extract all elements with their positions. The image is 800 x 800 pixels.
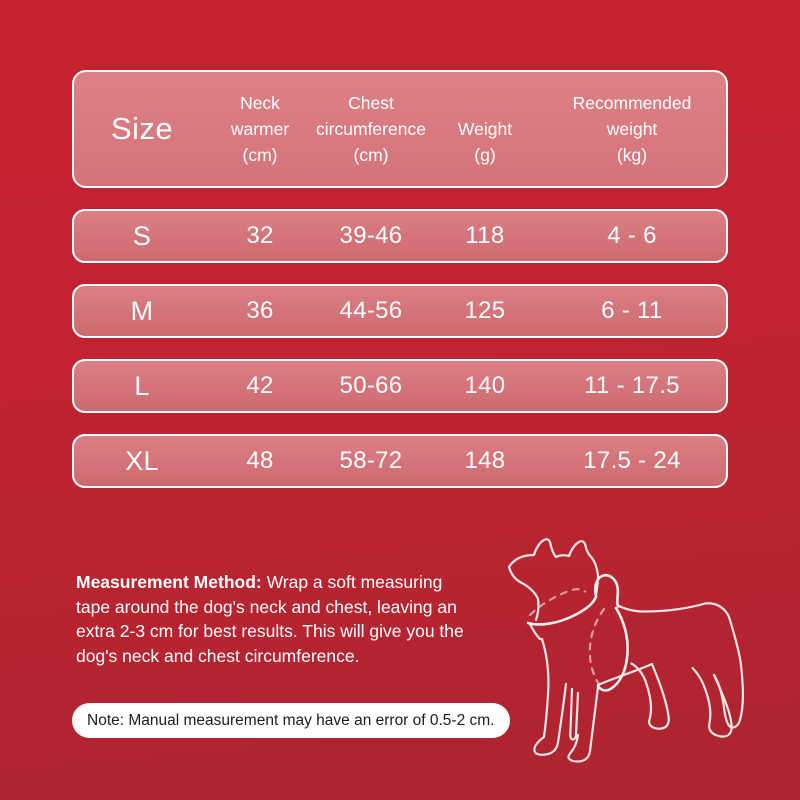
cell-weight: 125: [464, 297, 506, 324]
dog-head-outline: [509, 539, 598, 595]
header-chest-circumference: [310, 90, 432, 168]
header-line: Neck: [240, 93, 280, 113]
cell-size: M: [130, 295, 154, 326]
cell-chest: 50-66: [339, 372, 403, 399]
cell-recommended: 11 - 17.5: [584, 372, 680, 399]
header-line: [432, 90, 538, 116]
size-table: [72, 70, 728, 488]
cell-size: XL: [125, 445, 159, 476]
measurement-method-label: Measurement Method:: [76, 572, 262, 592]
cell-chest: 39-46: [339, 222, 403, 249]
measurement-method-line-2: tape around the dog's neck and chest, leaving an: [76, 596, 457, 617]
header-size: Size: [110, 111, 174, 146]
header-line: weight: [606, 119, 658, 139]
note-text: Note: Manual measurement may have an error of 0.5-2 cm.: [87, 711, 495, 729]
table-header-row: [72, 70, 728, 188]
header-line: Weight: [457, 119, 513, 139]
header-line: circumference: [316, 119, 426, 139]
dog-back-tail-outline: [619, 603, 743, 727]
header-line: Chest: [348, 93, 394, 113]
cell-size: L: [134, 370, 150, 401]
header-line: Recommended: [572, 93, 692, 113]
table-row-l: [72, 359, 728, 413]
header-line: (g): [474, 145, 496, 165]
header-recommended-weight: [538, 90, 726, 168]
cell-weight: 140: [464, 372, 506, 399]
header-line: (cm): [353, 145, 389, 165]
table-row-s: [72, 209, 728, 263]
cell-recommended: 6 - 11: [601, 297, 663, 324]
dog-front-leg-near: [534, 639, 566, 755]
cell-weight: 148: [464, 447, 506, 474]
dog-illustration: [478, 526, 798, 798]
dog-front-leg-far: [568, 687, 598, 762]
cell-neck: 42: [246, 372, 274, 399]
measurement-method-text: [76, 570, 506, 668]
measurement-method-line-1: Wrap a soft measuring: [261, 572, 443, 592]
cell-size: S: [132, 220, 152, 251]
cell-recommended: 17.5 - 24: [583, 447, 681, 474]
measurement-method-line-3: extra 2-3 cm for best results. This will give you the: [76, 621, 464, 641]
header-line: (cm): [242, 145, 278, 165]
cell-weight: 118: [465, 222, 505, 249]
measurement-method-line-4: dog's neck and chest circumference.: [76, 645, 360, 666]
cell-neck: 32: [246, 222, 274, 249]
header-weight: [432, 90, 538, 168]
header-line: warmer: [230, 119, 290, 139]
chest-band-dashed: [590, 609, 604, 684]
cell-recommended: 4 - 6: [607, 222, 657, 249]
cell-chest: 58-72: [339, 447, 403, 474]
dog-hind-leg-near: [693, 668, 732, 737]
cell-neck: 48: [246, 447, 274, 474]
neck-band-loop: [595, 575, 618, 606]
cell-neck: 36: [246, 297, 274, 324]
table-row-xl: [72, 434, 728, 488]
note-badge: [72, 703, 510, 738]
dog-hind-leg-far: [598, 664, 669, 729]
table-row-m: [72, 284, 728, 338]
header-line: (kg): [616, 145, 648, 165]
header-neck-warmer: [210, 90, 310, 168]
cell-chest: 44-56: [339, 297, 403, 324]
